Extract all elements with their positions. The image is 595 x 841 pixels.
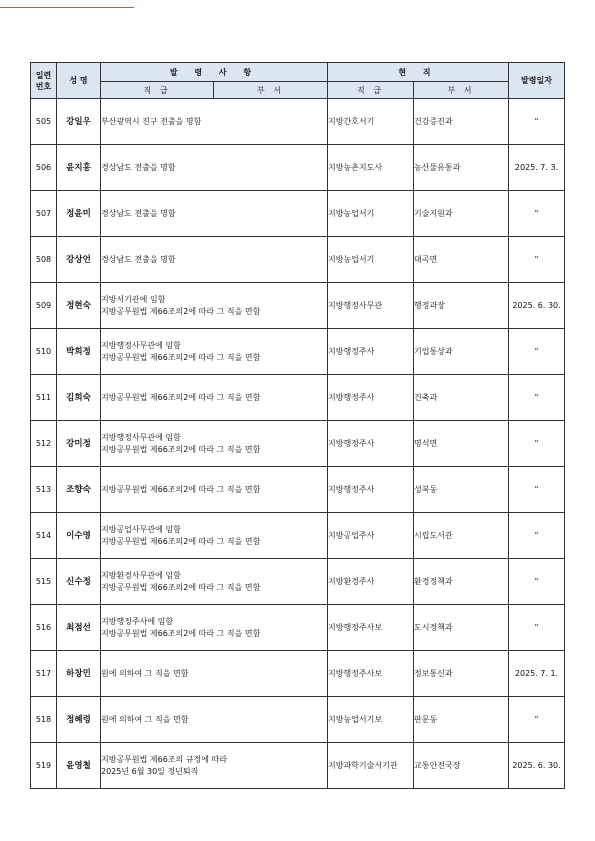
cell-issue-date: " <box>509 513 565 559</box>
table-row <box>31 605 565 651</box>
cell-appointment <box>101 375 328 421</box>
cell-issue-date: " <box>509 375 565 421</box>
cell-current-rank: 지방행정주사 <box>328 467 414 513</box>
header-current: 현 직 <box>328 63 509 82</box>
appointment-line1: 경상남도 전출을 명함 <box>101 162 176 172</box>
cell-issue-date: " <box>509 559 565 605</box>
cell-name: 김희숙 <box>57 375 101 421</box>
table-row <box>31 237 565 283</box>
header-cur-dept: 부 서 <box>414 82 509 99</box>
cell-appointment <box>101 99 328 145</box>
table-row <box>31 421 565 467</box>
appointment-line1: 지방공무원법 제66조의 규정에 따라 <box>101 754 227 764</box>
cell-serial: 515 <box>31 559 57 605</box>
cell-serial: 507 <box>31 191 57 237</box>
table-row <box>31 467 565 513</box>
cell-name: 하창민 <box>57 651 101 697</box>
cell-current-dept: 환경정책과 <box>414 559 509 605</box>
cell-current-dept: 도시정책과 <box>414 605 509 651</box>
cell-issue-date: 2025. 7. 3. <box>509 145 565 191</box>
cell-current-dept: 교통안전국장 <box>414 743 509 789</box>
cell-current-rank: 지방행정주사 <box>328 421 414 467</box>
appointment-line2: 지방공무원법 제66조의2에 따라 그 직을 면함 <box>101 306 261 316</box>
cell-appointment <box>101 329 328 375</box>
cell-current-rank: 지방행정주사 <box>328 329 414 375</box>
appointment-line1: 지방서기관에 임함 <box>101 294 166 304</box>
cell-issue-date: " <box>509 421 565 467</box>
appointment-line1: 지방환경사무관에 임함 <box>101 570 181 580</box>
header-serial <box>31 63 57 99</box>
cell-current-rank: 지방행정주사보 <box>328 605 414 651</box>
cell-current-rank: 지방행정주사 <box>328 375 414 421</box>
cell-issue-date: " <box>509 467 565 513</box>
cell-current-rank: 지방농업서기 <box>328 191 414 237</box>
appointment-line1: 지방공무원법 제66조의2에 따라 그 직을 면함 <box>101 484 261 494</box>
cell-name: 신수정 <box>57 559 101 605</box>
cell-current-rank: 지방농촌지도사 <box>328 145 414 191</box>
appointment-line1: 지방행정사무관에 임함 <box>101 432 181 442</box>
cell-serial: 511 <box>31 375 57 421</box>
cell-current-dept: 성북동 <box>414 467 509 513</box>
header-appointment: 발 령 사 항 <box>101 63 328 82</box>
appointment-line1: 지방행정주사에 임함 <box>101 616 174 626</box>
cell-name: 이수영 <box>57 513 101 559</box>
cell-current-rank: 지방행정사무관 <box>328 283 414 329</box>
cell-issue-date: " <box>509 99 565 145</box>
appointment-line2: 지방공무원법 제66조의2에 따라 그 직을 면함 <box>101 628 261 638</box>
cell-current-dept: 대곡면 <box>414 237 509 283</box>
cell-name: 조향숙 <box>57 467 101 513</box>
cell-serial: 514 <box>31 513 57 559</box>
cell-appointment <box>101 283 328 329</box>
cell-current-dept: 판문동 <box>414 697 509 743</box>
header-cur-rank: 직 급 <box>328 82 414 99</box>
table-row <box>31 99 565 145</box>
header-serial-line2: 번호 <box>35 81 52 91</box>
table-row <box>31 283 565 329</box>
cell-name: 정혜령 <box>57 697 101 743</box>
cell-serial: 516 <box>31 605 57 651</box>
cell-current-dept: 건강증진과 <box>414 99 509 145</box>
cell-current-rank: 지방농업서기 <box>328 237 414 283</box>
cell-current-dept: 기술지원과 <box>414 191 509 237</box>
cell-serial: 517 <box>31 651 57 697</box>
cell-name: 박희정 <box>57 329 101 375</box>
cell-name: 정현숙 <box>57 283 101 329</box>
cell-appointment <box>101 513 328 559</box>
cell-appointment <box>101 559 328 605</box>
appointment-line2: 지방공무원법 제66조의2에 따라 그 직을 면함 <box>101 582 261 592</box>
cell-issue-date: 2025. 7. 1. <box>509 651 565 697</box>
cell-issue-date: 2025. 6. 30. <box>509 743 565 789</box>
cell-appointment <box>101 237 328 283</box>
cell-current-rank: 지방과학기술서기관 <box>328 743 414 789</box>
cell-current-dept: 행정과장 <box>414 283 509 329</box>
appointment-line1: 지방행정사무관에 임함 <box>101 340 181 350</box>
personnel-table <box>30 62 565 789</box>
cell-current-rank: 지방간호서기 <box>328 99 414 145</box>
cell-name: 강미정 <box>57 421 101 467</box>
appointment-line1: 경상남도 전출을 명함 <box>101 208 176 218</box>
cell-serial: 519 <box>31 743 57 789</box>
cell-name: 윤지홍 <box>57 145 101 191</box>
appointment-line1: 경상남도 전출을 명함 <box>101 254 176 264</box>
cell-serial: 513 <box>31 467 57 513</box>
cell-current-dept: 시립도서관 <box>414 513 509 559</box>
header-issue-date: 발령일자 <box>509 63 565 99</box>
cell-appointment <box>101 421 328 467</box>
appointment-line1: 지방공업사무관에 임함 <box>101 524 181 534</box>
table-row <box>31 743 565 789</box>
cell-serial: 508 <box>31 237 57 283</box>
cell-name: 윤영철 <box>57 743 101 789</box>
table-row <box>31 697 565 743</box>
cell-current-rank: 지방환경주사 <box>328 559 414 605</box>
appointment-line2: 지방공무원법 제66조의2에 따라 그 직을 면함 <box>101 444 261 454</box>
table-row <box>31 145 565 191</box>
table-row <box>31 375 565 421</box>
cell-current-dept: 명석면 <box>414 421 509 467</box>
cell-issue-date: " <box>509 329 565 375</box>
table-row <box>31 329 565 375</box>
appointment-line1: 원에 의하여 그 직을 면함 <box>101 668 189 678</box>
cell-current-rank: 지방공업주사 <box>328 513 414 559</box>
cell-issue-date: " <box>509 605 565 651</box>
table-row <box>31 651 565 697</box>
cell-name: 강일우 <box>57 99 101 145</box>
cell-issue-date: 2025. 6. 30. <box>509 283 565 329</box>
appointment-line1: 지방공무원법 제66조의2에 따라 그 직을 면함 <box>101 392 261 402</box>
cell-issue-date: " <box>509 237 565 283</box>
appointment-line2: 2025년 6월 30일 정년퇴직 <box>101 766 199 776</box>
cell-serial: 518 <box>31 697 57 743</box>
cell-serial: 509 <box>31 283 57 329</box>
cell-appointment <box>101 651 328 697</box>
cell-appointment <box>101 697 328 743</box>
cell-appointment <box>101 467 328 513</box>
appointment-line1: 부산광역시 진구 전출을 명함 <box>101 116 202 126</box>
header-rank: 직 급 <box>101 82 214 99</box>
cell-current-dept: 정보통신과 <box>414 651 509 697</box>
cell-appointment <box>101 145 328 191</box>
cell-name: 강상언 <box>57 237 101 283</box>
cell-serial: 506 <box>31 145 57 191</box>
table-body <box>31 99 565 789</box>
cell-name: 최점선 <box>57 605 101 651</box>
cell-issue-date: " <box>509 191 565 237</box>
cell-issue-date: " <box>509 697 565 743</box>
cell-current-rank: 지방행정주사보 <box>328 651 414 697</box>
appointment-line2: 지방공무원법 제66조의2에 따라 그 직을 면함 <box>101 352 261 362</box>
cell-current-dept: 기업통상과 <box>414 329 509 375</box>
table-row <box>31 559 565 605</box>
appointment-line1: 원에 의하여 그 직을 면함 <box>101 714 189 724</box>
cell-serial: 512 <box>31 421 57 467</box>
cell-name: 정윤미 <box>57 191 101 237</box>
table-row <box>31 513 565 559</box>
header-name: 성 명 <box>57 63 101 99</box>
cell-current-rank: 지방농업서기보 <box>328 697 414 743</box>
cell-appointment <box>101 605 328 651</box>
header-serial-line1: 일련 <box>35 70 52 80</box>
cell-appointment <box>101 191 328 237</box>
appointment-line2: 지방공무원법 제66조의2에 따라 그 직을 면함 <box>101 536 261 546</box>
table-row <box>31 191 565 237</box>
cell-serial: 505 <box>31 99 57 145</box>
header-dept: 부 서 <box>214 82 328 99</box>
top-red-rule <box>0 7 134 8</box>
cell-current-dept: 농산물유통과 <box>414 145 509 191</box>
cell-serial: 510 <box>31 329 57 375</box>
cell-appointment <box>101 743 328 789</box>
cell-current-dept: 건축과 <box>414 375 509 421</box>
